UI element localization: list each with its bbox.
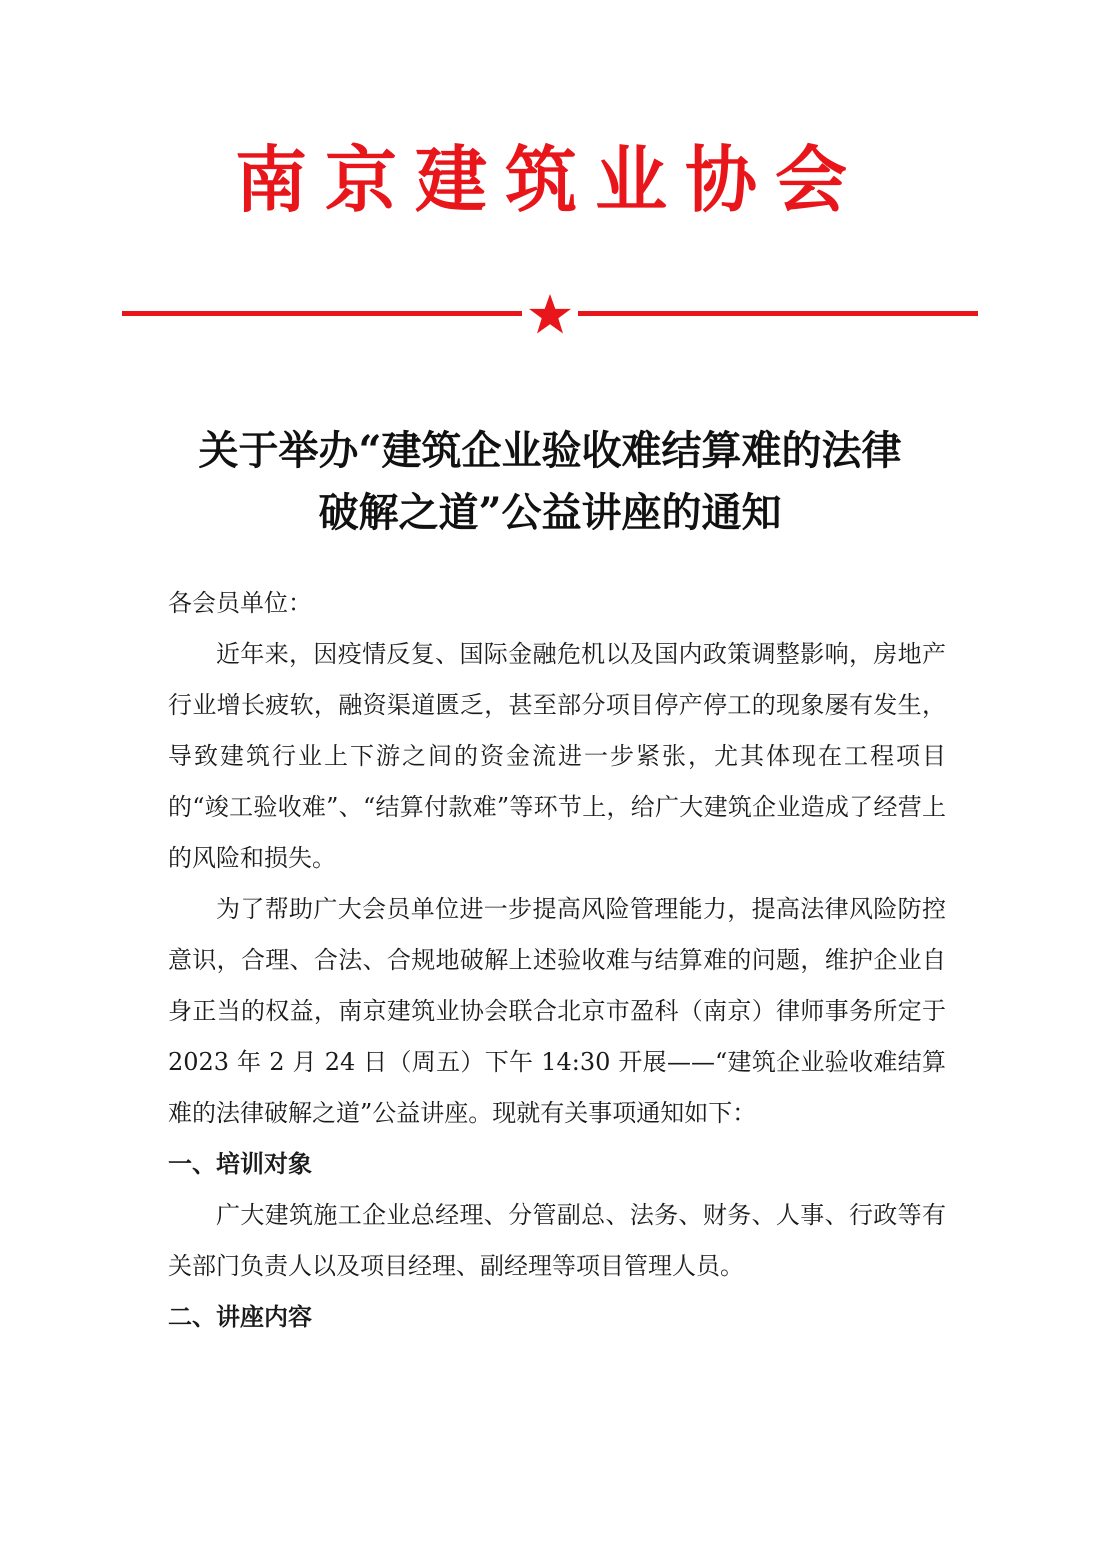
star-icon (528, 292, 572, 336)
letterhead-divider (122, 292, 978, 336)
letterhead-org-name: 南京建筑业协会 (234, 137, 865, 222)
document-body (168, 578, 946, 1343)
body-paragraph: 为了帮助广大会员单位进一步提高风险管理能力，提高法律风险防控意识，合理、合法、合规地破解上述验收难与结算难的问题，维护企业自身正当的权益，南京建筑业协会联合北京市盈科（南京）律师事务所定于 2023 年 2 月 24 日（周五）下午 14:30 开展——“建筑企业验收难结算难的法律破解之道”公益讲座。现就有关事项通知如下： (168, 895, 946, 1127)
body-paragraph: 近年来，因疫情反复、国际金融危机以及国内政策调整影响，房地产行业增长疲软，融资渠道匮乏，甚至部分项目停产停工的现象屡有发生，导致建筑行业上下游之间的资金流进一步紧张，尤其体现在工程项目的“竣工验收难”、“结算付款难”等环节上，给广大建筑企业造成了经营上的风险和损失。 (168, 640, 946, 872)
document-title (100, 420, 1000, 544)
section-heading: 一、培训对象 (168, 1150, 312, 1178)
section-content: 广大建筑施工企业总经理、分管副总、法务、财务、人事、行政等有关部门负责人以及项目经理、副经理等项目管理人员。 (168, 1201, 946, 1280)
document-title-line-2: 破解之道”公益讲座的通知 (318, 489, 782, 536)
document-title-line-1: 关于举办“建筑企业验收难结算难的法律 (198, 427, 902, 474)
divider-rule-right (578, 311, 978, 316)
divider-rule-left (122, 311, 522, 316)
section-heading: 二、讲座内容 (168, 1303, 312, 1331)
salutation: 各会员单位： (168, 589, 312, 617)
